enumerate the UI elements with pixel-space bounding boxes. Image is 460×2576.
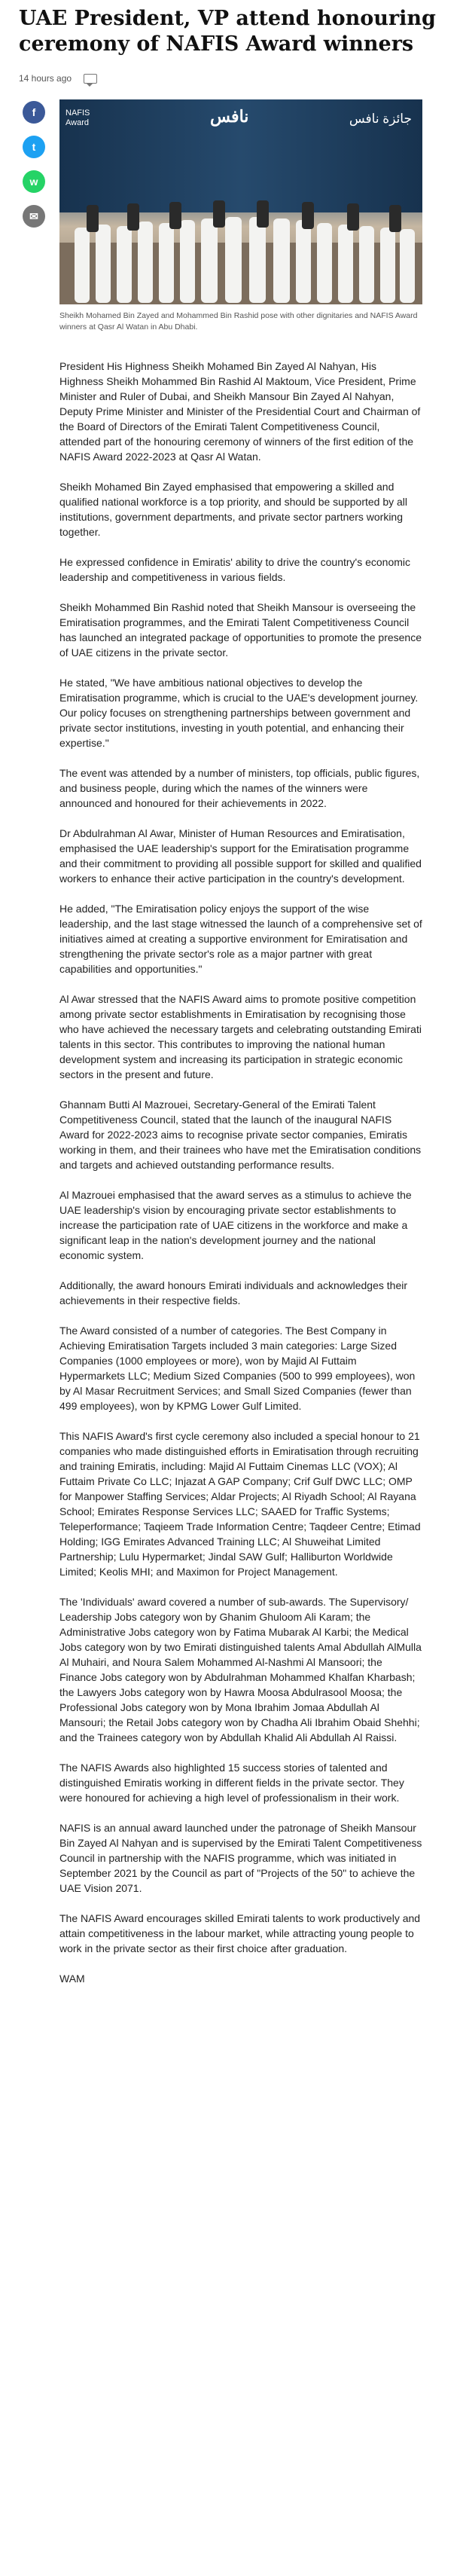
- facebook-share-icon[interactable]: f: [23, 101, 45, 124]
- article-text: [59, 359, 422, 1986]
- paragraph: He expressed confidence in Emiratis' ability to drive the country's economic leadership and competitiveness in various fields.: [59, 556, 411, 583]
- article-meta: [0, 65, 460, 92]
- paragraph: Al Awar stressed that the NAFIS Award aims to promote positive competition among private sector establishments in Emiratisation by recognising those who have achieved the necessary targets and celebrating outstanding Emirati talents in this sector. This contributes to improving the national human development system and increasing its participation in strategic economic sectors in the present and future.: [59, 993, 422, 1080]
- twitter-share-icon[interactable]: t: [23, 136, 45, 158]
- comment-icon[interactable]: [84, 74, 97, 84]
- email-share-icon[interactable]: ✉: [23, 205, 45, 228]
- share-bar: [23, 101, 45, 240]
- paragraph: Ghannam Butti Al Mazrouei, Secretary-General of the Emirati Talent Competitiveness Council, stated that the launch of the inaugural NAFIS Award for 2022-2023 aims to recognise private sector companies, Emiratis working in them, and their trainees who have met the Emiratisation conditions and targets and achieved outstanding performance results.: [59, 1099, 422, 1171]
- timestamp: 14 hours ago: [19, 73, 72, 84]
- article-content: [59, 92, 422, 1986]
- paragraph: President His Highness Sheikh Mohamed Bin Zayed Al Nahyan, His Highness Sheikh Mohammed Bin Rashid Al Maktoum, Vice President, Prime Minister and Ruler of Dubai, and Sheikh Mansour Bin Zayed Al Nahyan, Deputy Prime Minister and Minister of the Presidential Court and Chairman of the Board of Directors of the Emirati Talent Competitiveness Council, attended part of the honouring ceremony of winners of the first edition of the NAFIS Award 2022-2023 at Qasr Al Watan.: [59, 360, 421, 463]
- paragraph: Dr Abdulrahman Al Awar, Minister of Human Resources and Emiratisation, emphasised the UAE leadership's support for the Emiratisation programme and their commitment to providing all possible support for skilled and qualified workers to enhance their active participation in the country's development.: [59, 827, 422, 885]
- paragraph: Additionally, the award honours Emirati individuals and acknowledges their achievements in their respective fields.: [59, 1279, 407, 1306]
- stage-screen-text: NAFIS Award: [65, 108, 90, 127]
- stage-arabic-text: جائزة نافس: [349, 112, 412, 126]
- article-headline: UAE President, VP attend honouring ceremony of NAFIS Award winners: [19, 7, 436, 56]
- paragraph: This NAFIS Award's first cycle ceremony also included a special honour to 21 companies who made distinguished efforts in Emiratisation through recruiting and training Emiratis, including: Majid Al Futtaim Cinemas LLC (VOX); Al Futtaim Private Co LLC; Injazat A GAP Company; Crif Gulf DWC LLC; OMP for Manpower Staffing Services; Aldar Projects; Al Riyadh School; Al Rayana School; Emirates Response Services LLC; SAAED for Traffic Systems; Teleperformance; Taqieem Trade Information Centre; Taqdeer Centre; Etimad Holding; IGG Emirates Advanced Training LLC; Al Shuweihat Limited Partnership; Lulu Hypermarket; Jindal SAW Gulf; Halliburton Worldwide Limited; Keolis MHI; and Maximon for Project Management.: [59, 1430, 421, 1578]
- paragraph: The event was attended by a number of ministers, top officials, public figures, and business people, during which the names of the winners were announced and honoured for their achievements in 2022.: [59, 767, 420, 809]
- paragraph: He stated, "We have ambitious national objectives to develop the Emiratisation programme, which is crucial to the UAE's development journey. Our policy focuses on strengthening partnerships between government and private sector institutions, investing in youth potential, and enhancing their expertise.": [59, 677, 419, 749]
- stage-logo-text: نافس: [210, 107, 249, 126]
- paragraph: Al Mazrouei emphasised that the award serves as a stimulus to achieve the UAE leadership's vision by encouraging private sector establishments to increase the participation rate of UAE citizens in the workforce and make a significant leap in the nation's development journey and the national economic system.: [59, 1189, 412, 1261]
- article-photo: [59, 99, 422, 304]
- paragraph: The NAFIS Awards also highlighted 15 success stories of talented and distinguished Emiratis working in different fields in the private sector. They were honoured for achieving a high level of professionalism in their work.: [59, 1762, 404, 1804]
- paragraph: Sheikh Mohammed Bin Rashid noted that Sheikh Mansour is overseeing the Emiratisation programmes, and the Emirati Talent Competitiveness Council has launched an integrated package of opportunities to promote the presence of UAE citizens in the private sector.: [59, 601, 422, 659]
- paragraph: The NAFIS Award encourages skilled Emirati talents to work productively and attain competitiveness in the labour market, while attracting young people to work in the private sector as their first choice after graduation.: [59, 1912, 421, 1954]
- paragraph: The 'Individuals' award covered a number of sub-awards. The Supervisory/ Leadership Jobs category won by Ghanim Ghuloom Ali Karam; the Administrative Jobs category won by Fatima Mubarak Al Karbi; the Medical Jobs category won by two Emirati distinguished talents Amal Abdullah AlMulla Al Muhairi, and Noura Salem Mohammed Al-Nashmi Al Mansoori; the Finance Jobs category won by Abdulrahman Mohammed Khalfan Kharbash; the Lawyers Jobs category won by Hawra Moosa Abdulrasool Moosa; the Professional Jobs category won by Mona Ibrahim Jomaa Abdullah Al Mansouri; the Retail Jobs category won by Chadha Ali Ibrahim Obaid Shehhi; and the Trainees category won by Abdullah Khalid Ali Abdullah Al Raissi.: [59, 1596, 422, 1743]
- paragraph: The Award consisted of a number of categories. The Best Company in Achieving Emiratisation Targets included 3 main categories: Large Sized Companies (1000 employees or more), won by Majid Al Futtaim Hypermarkets LLC; Medium Sized Companies (500 to 999 employees), won by Al Masar Recruitment Services; and Small Sized Companies (fewer than 499 employees), won by KPMG Lower Gulf Limited.: [59, 1325, 416, 1412]
- whatsapp-share-icon[interactable]: w: [23, 170, 45, 193]
- paragraph: Sheikh Mohamed Bin Zayed emphasised that empowering a skilled and qualified national workforce is a top priority, and should be supported by all institutions, government departments, and private sector partners working together.: [59, 481, 408, 538]
- article-source: WAM: [59, 1972, 85, 1985]
- paragraph: He added, "The Emiratisation policy enjoys the support of the wise leadership, and the last stage witnessed the launch of a comprehensive set of initiatives aimed at creating a supportive environment for Emiratisation and strengthening the private sector's role as a major partner with great capabilities and opportunities.": [59, 903, 422, 975]
- photo-caption: Sheikh Mohamed Bin Zayed and Mohammed Bin Rashid pose with other dignitaries and NAFIS Award winners at Qasr Al Watan in Abu Dhabi.: [59, 311, 418, 332]
- group-photo-people: [59, 197, 422, 304]
- article-body-row: [0, 92, 460, 1986]
- paragraph: NAFIS is an annual award launched under the patronage of Sheikh Mansour Bin Zayed Al Nahyan and is supervised by the Emirati Talent Competitiveness Council in partnership with the NAFIS programme, which was initiated in September 2021 by the Council as part of "Projects of the 50" to achieve the UAE Vision 2071.: [59, 1822, 422, 1894]
